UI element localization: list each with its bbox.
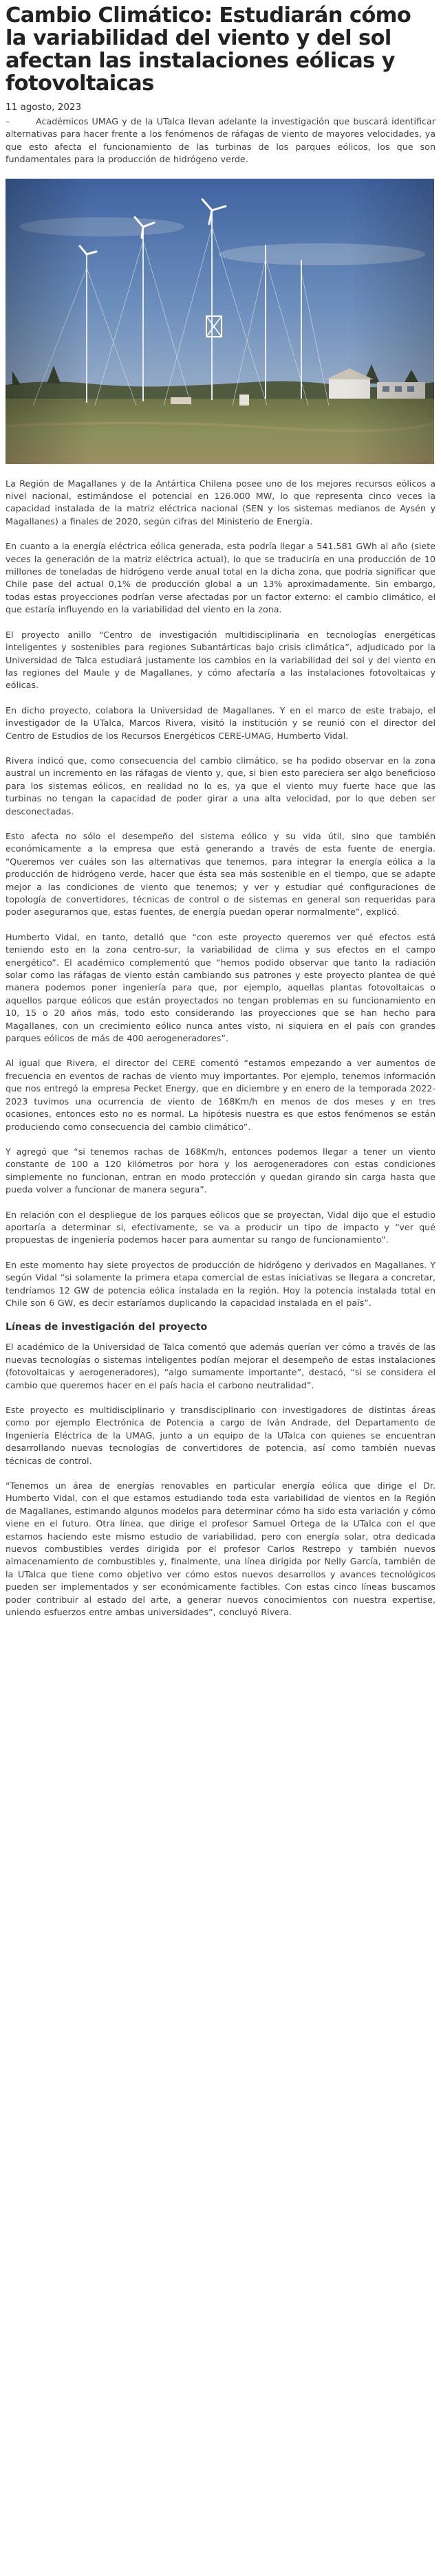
body-paragraph: En relación con el despliegue de los parques eólicos que se proyectan, Vidal dijo que el estudio aportaría a determinar si, efectivamente, se va a producir un tipo de impacto y “ver qué propuestas de ingeniería podemos hacer para aumentar su rango de funcionamiento”. bbox=[6, 1209, 435, 1245]
body-paragraph: Al igual que Rivera, el director del CERE comentó “estamos empezando a ver aumentos de frecuencia en eventos de rachas de viento muy importantes. Por ejemplo, tenemos información que nos entregó la empresa Pecket Energy, que en diciembre y en enero de la temporada 2022-2023 tuvimos una ocurrencia de viento de 168Km/h en menos de dos meses y en tres ocasiones, entonces esto no es normal. La hipótesis nuestra es que estos fenómenos se están produciendo como consecuencia del cambio climático”. bbox=[6, 1058, 435, 1132]
wind-turbines-photo bbox=[6, 179, 434, 464]
lead-text: Académicos UMAG y de la UTalca llevan adelante la investigación que buscará identificar alternativas para hacer frente a los fenómenos de ráfagas de viento de mayores velocidades, ya que esto afecta el funcionamiento de las turbinas de los parques eólicos, los que son fundamentales para la producción de hidrógeno verde. bbox=[6, 116, 435, 165]
lead-dash: – bbox=[6, 116, 10, 126]
section-heading: Líneas de investigación del proyecto bbox=[6, 1322, 208, 1333]
body-paragraph: La Región de Magallanes y de la Antártica Chilena posee uno de los mejores recursos eólicos a nivel nacional, estimándose el potencial en 126.000 MW, lo que representa cinco veces la capacidad instalada de la matriz eléctrica nacional (SEN y los sistemas medianos de Aysén y Magallanes) a finales de 2020, según cifras del Ministerio de Energía. bbox=[6, 478, 435, 526]
body-paragraph: Este proyecto es multidisciplinario y transdisciplinario con investigadores de distintas áreas como por ejemplo Electrónica de Potencia a cargo de Iván Andrade, del Departamento de Ingeniería Eléctrica de la UMAG, junto a un equipo de la UTalca con quienes se encuentran desarrollando nuevas tecnologías de convertidores de potencia, así como también nuevas técnicas de control. bbox=[6, 1405, 435, 1466]
body-paragraph: El proyecto anillo “Centro de investigación multidisciplinaria en tecnologías energéticas inteligentes y sostenibles para regiones Subantárticas bajo crisis climática”, adjudicado por la Universidad de Talca estudiará justamente los cambios en la variabilidad del sol y del viento en las regiones del Maule y de Magallanes, y cómo afectaría a las instalaciones fotovoltaicas y eólicas. bbox=[6, 629, 435, 691]
body-paragraph: En este momento hay siete proyectos de producción de hidrógeno y derivados en Magallanes. Y según Vidal “si solamente la primera etapa comercial de estas iniciativas se llegara a concretar, tendríamos 12 GW de potencia eólica instalada en la región. Hoy la potencia instalada total en Chile son 6 GW, es decir estaríamos duplicando la capacidad instalada en el país”. bbox=[6, 1259, 435, 1308]
lead-paragraph bbox=[6, 115, 435, 166]
body-paragraph: En cuanto a la energía eléctrica eólica generada, esta podría llegar a 541.581 GWh al año (siete veces la generación de la matriz eléctrica actual), lo que se traduciría en una producción de 10 millones de toneladas de hidrógeno verde anual total en la dicha zona, que podría significar que Chile pase del actual 0,1% de producción global a un 13% aproximadamente. Sin embargo, todas estas proyecciones podrían verse afectadas por un factor externo: el cambio climático, el que estaría influyendo en la variabilidad del viento en la zona. bbox=[6, 541, 435, 615]
article-date: 11 agosto, 2023 bbox=[6, 102, 82, 113]
body-paragraph: El académico de la Universidad de Talca comentó que además querían ver cómo a través de las nuevas tecnologías o sistemas inteligentes podían mejorar el desempeño de estas instalaciones (fotovoltaicas y aerogeneradores), “algo sumamente importante”, destacó, “si se considera el cambio que queremos hacer en el país hacia el carbono neutralidad”. bbox=[6, 1342, 435, 1390]
body-paragraph: Rivera indicó que, como consecuencia del cambio climático, se ha podido observar en la zona austral un incremento en las ráfagas de viento y, que, si bien esto pareciera ser algo beneficioso para los sistemas eólicos, en realidad no lo es, ya que el viento muy fuerte hace que las turbinas no tengan la capacidad de poder girar a una alta velocidad, por lo que deben ser desconectadas. bbox=[6, 755, 435, 817]
body-paragraph: Humberto Vidal, en tanto, detalló que “con este proyecto queremos ver qué efectos está teniendo esto en la zona centro-sur, la variabilidad de clima y sus efectos en el campo energético”. El académico complementó que “hemos podido observar que tanto la radiación solar como las ráfagas de viento están cambiando sus patrones y este proyecto plantea de qué manera podemos poner ingeniería para que, por ejemplo, aquellas plantas fotovoltaicas o aquellos parque eólicos que están proyectados no tengan problemas en su funcionamiento en 10, 15 o 20 años más, todo esto considerando las proyecciones que se han hecho para Magallanes, con un crecimiento eólico nunca antes visto, ni siquiera en el país con grandes parques eólicos de más de 400 aerogeneradores”. bbox=[6, 931, 435, 1044]
body-paragraph: “Tenemos un área de energías renovables en particular energía eólica que dirige el Dr. Humberto Vidal, con el que estamos estudiando toda esta variabilidad de vientos en la Región de Magallanes, estimando algunos modelos para determinar cómo ha sido esta variación y cómo viene en el futuro. Otra línea, que dirige el profesor Samuel Ortega de la UTalca con el que estamos haciendo este mismo estudio de variabilidad, pero con energía solar, otra dedicada nuevos combustibles verdes dirigida por el profesor Carlos Restrepo y también nuevos almacenamiento de combustibles y, finalmente, una línea dirigida por Nelly García, también de la UTalca que tiene como objetivo ver cómo estos nuevos desarrollos y avances tecnológicos pueden ser implementados y ser económicamente factibles. Con estas cinco líneas buscamos poder contribuir al estado del arte, a generar nuevos conocimientos con nuestra expertise, uniendo esfuerzos entre ambas universidades”, concluyó Rivera. bbox=[6, 1480, 435, 1618]
body-paragraph: En dicho proyecto, colabora la Universidad de Magallanes. Y en el marco de este trabajo, el investigador de la UTalca, Marcos Rivera, visitó la institución y se reunió con el director del Centro de Estudios de los Recursos Energéticos CERE-UMAG, Humberto Vidal. bbox=[6, 704, 435, 741]
body-paragraph: Y agregó que “si tenemos rachas de 168Km/h, entonces podemos llegar a tener un viento constante de 100 a 120 kilómetros por hora y los aerogeneradores con estas condiciones simplemente no funcionan, entran en modo protección y quedan girando sin carga hasta que pueda volver a funcionar de manera segura”. bbox=[6, 1146, 435, 1195]
body-paragraph: Esto afecta no sólo el desempeño del sistema eólico y su vida útil, sino que también económicamente a la empresa que está generando a través de esta fuente de energía. “Queremos ver cuáles son las alternativas que tenemos, para integrar la energía eólica a la producción de hidrógeno verde, hacer que ésta sea más sostenible en el tiempo, que se adapte mejor a las condiciones de viento que tenemos; y ver y estudiar qué configuraciones de topología de convertidores, técnicas de control o de sistemas en general son requeridas para poder asegurarnos que, estas fuentes, de energía puedan operar normalmente”, explicó. bbox=[6, 830, 435, 918]
article-title: Cambio Climático: Estudiarán cómo la variabilidad del viento y del sol afectan las instalaciones eólicas y fotovoltaicas bbox=[6, 3, 411, 96]
